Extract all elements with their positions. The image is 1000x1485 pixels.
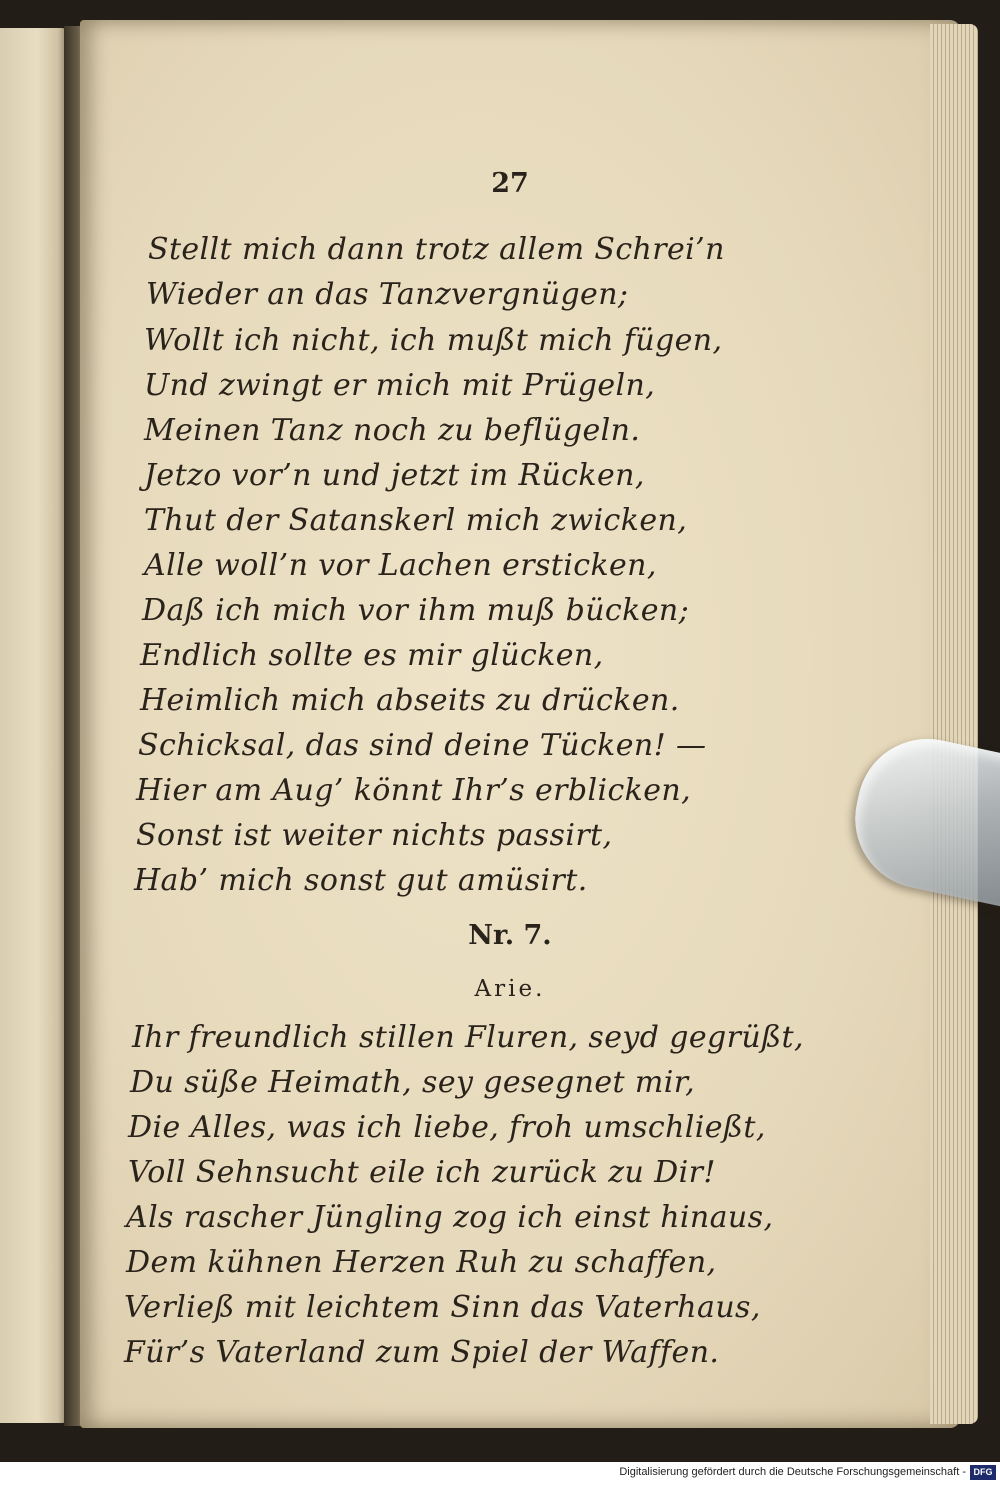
verse-line: Voll Sehnsucht eile ich zurück zu Dir! [128, 1155, 716, 1190]
page-edges [930, 24, 978, 1424]
verse-line: Daß ich mich vor ihm muß bücken; [142, 593, 690, 628]
verse-line: Stellt mich dann trotz allem Schrei’n [148, 232, 725, 267]
verse-line: Meinen Tanz noch zu beflügeln. [144, 413, 641, 448]
footer-bar [0, 1462, 1000, 1485]
verse-line: Die Alles, was ich liebe, froh umschließt, [128, 1110, 766, 1145]
verse-line: Hier am Aug’ könnt Ihr’s erblicken, [136, 773, 692, 808]
verse-line: Als rascher Jüngling zog ich einst hinaus, [126, 1200, 774, 1235]
page-number: 27 [491, 168, 529, 199]
dfg-logo: DFG [970, 1465, 996, 1480]
verse-line: Heimlich mich abseits zu drücken. [140, 683, 680, 718]
verse-line: Endlich sollte es mir glücken, [140, 638, 604, 673]
section-number: Nr. 7. [468, 920, 552, 951]
verse-line: Thut der Satanskerl mich zwicken, [144, 503, 688, 538]
verse-line: Ihr freundlich stillen Fluren, seyd gegrüßt, [132, 1020, 804, 1055]
verse-line: Du süße Heimath, sey gesegnet mir, [130, 1065, 696, 1100]
verse-line: Verließ mit leichtem Sinn das Vaterhaus, [124, 1290, 761, 1325]
verse-line: Hab’ mich sonst gut amüsirt. [134, 863, 588, 898]
verse-line: Schicksal, das sind deine Tücken! — [138, 728, 707, 763]
verse-line: Alle woll’n vor Lachen ersticken, [144, 548, 657, 583]
funding-credit: Digitalisierung gefördert durch die Deutsche Forschungsgemeinschaft - [619, 1466, 966, 1478]
verse-line: Dem kühnen Herzen Ruh zu schaffen, [126, 1245, 717, 1280]
verse-line: Wieder an das Tanzvergnügen; [146, 277, 629, 312]
verse-line: Für’s Vaterland zum Spiel der Waffen. [124, 1335, 720, 1370]
verse-line: Sonst ist weiter nichts passirt, [136, 818, 613, 853]
verse-line: Und zwingt er mich mit Prügeln, [144, 368, 656, 403]
section-subtitle: Arie. [474, 976, 546, 1002]
verse-line: Jetzo vor’n und jetzt im Rücken, [144, 458, 645, 493]
verse-line: Wollt ich nicht, ich mußt mich fügen, [144, 323, 723, 358]
left-page-edge [0, 28, 68, 1423]
